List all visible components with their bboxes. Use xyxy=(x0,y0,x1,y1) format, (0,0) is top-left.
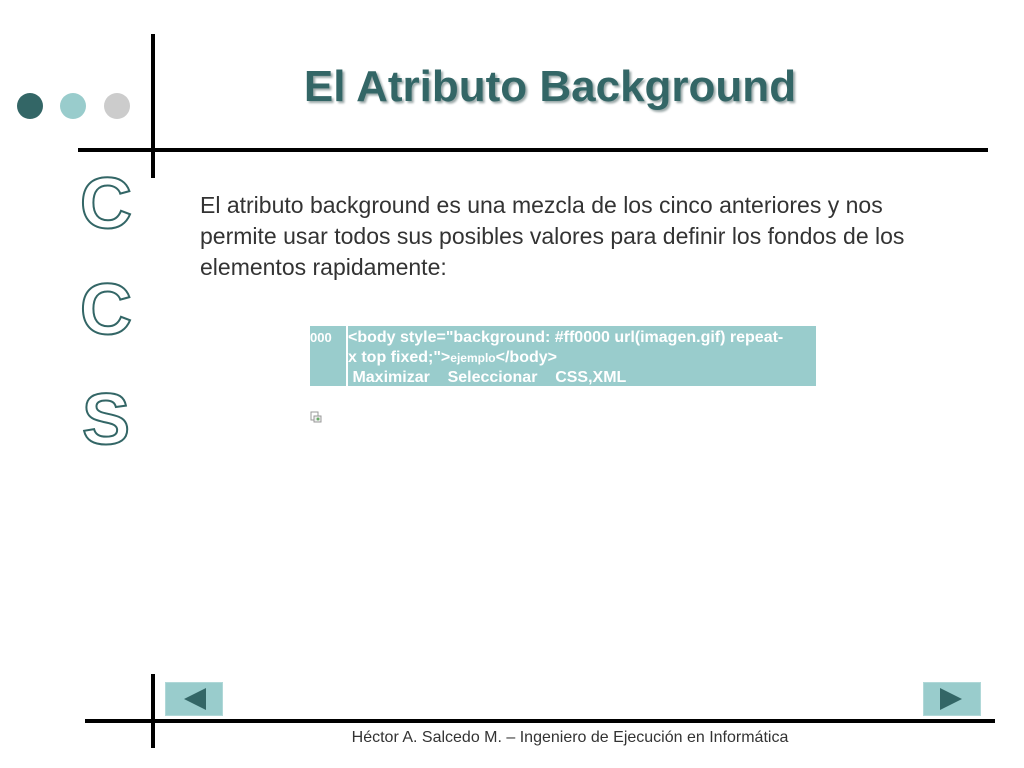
decorative-dot-teal xyxy=(60,93,86,119)
code-line-1: <body style="background: #ff0000 url(imagen.gif) repeat- xyxy=(348,329,784,346)
code-line-2-start: x top fixed;"> xyxy=(348,349,451,366)
slide-title: El Atributo Background xyxy=(303,62,797,111)
top-vertical-divider xyxy=(151,34,155,178)
triangle-left-icon xyxy=(166,683,222,715)
code-gutter xyxy=(310,326,348,386)
code-line-3: Maximizar Seleccionar CSS,XML xyxy=(348,369,627,386)
code-gutter-text: 000 xyxy=(310,330,332,345)
top-horizontal-divider xyxy=(78,148,988,152)
decorative-dot-dark xyxy=(17,93,43,119)
next-slide-button[interactable] xyxy=(923,682,981,716)
triangle-right-icon xyxy=(924,683,980,715)
code-example-box xyxy=(310,326,816,386)
bottom-horizontal-divider xyxy=(85,719,995,723)
broken-image-icon xyxy=(310,411,322,423)
body-paragraph: El atributo background es una mezcla de los cinco anteriores y nos permite usar todos sus posibles valores para definir los fondos de los elementos rapidamente: xyxy=(200,192,905,280)
side-letter-c2: C xyxy=(80,270,132,350)
footer-author: Héctor A. Salcedo M. – Ingeniero de Ejecución en Informática xyxy=(351,729,789,746)
code-line-2-end: </body> xyxy=(495,349,557,366)
side-letter-s: S xyxy=(81,380,131,460)
prev-slide-button[interactable] xyxy=(165,682,223,716)
code-line-2 xyxy=(348,348,816,368)
code-content xyxy=(348,328,816,386)
code-line-2-mid: ejemplo xyxy=(450,351,496,365)
side-letter-c1: C xyxy=(80,164,132,244)
decorative-dot-gray xyxy=(104,93,130,119)
